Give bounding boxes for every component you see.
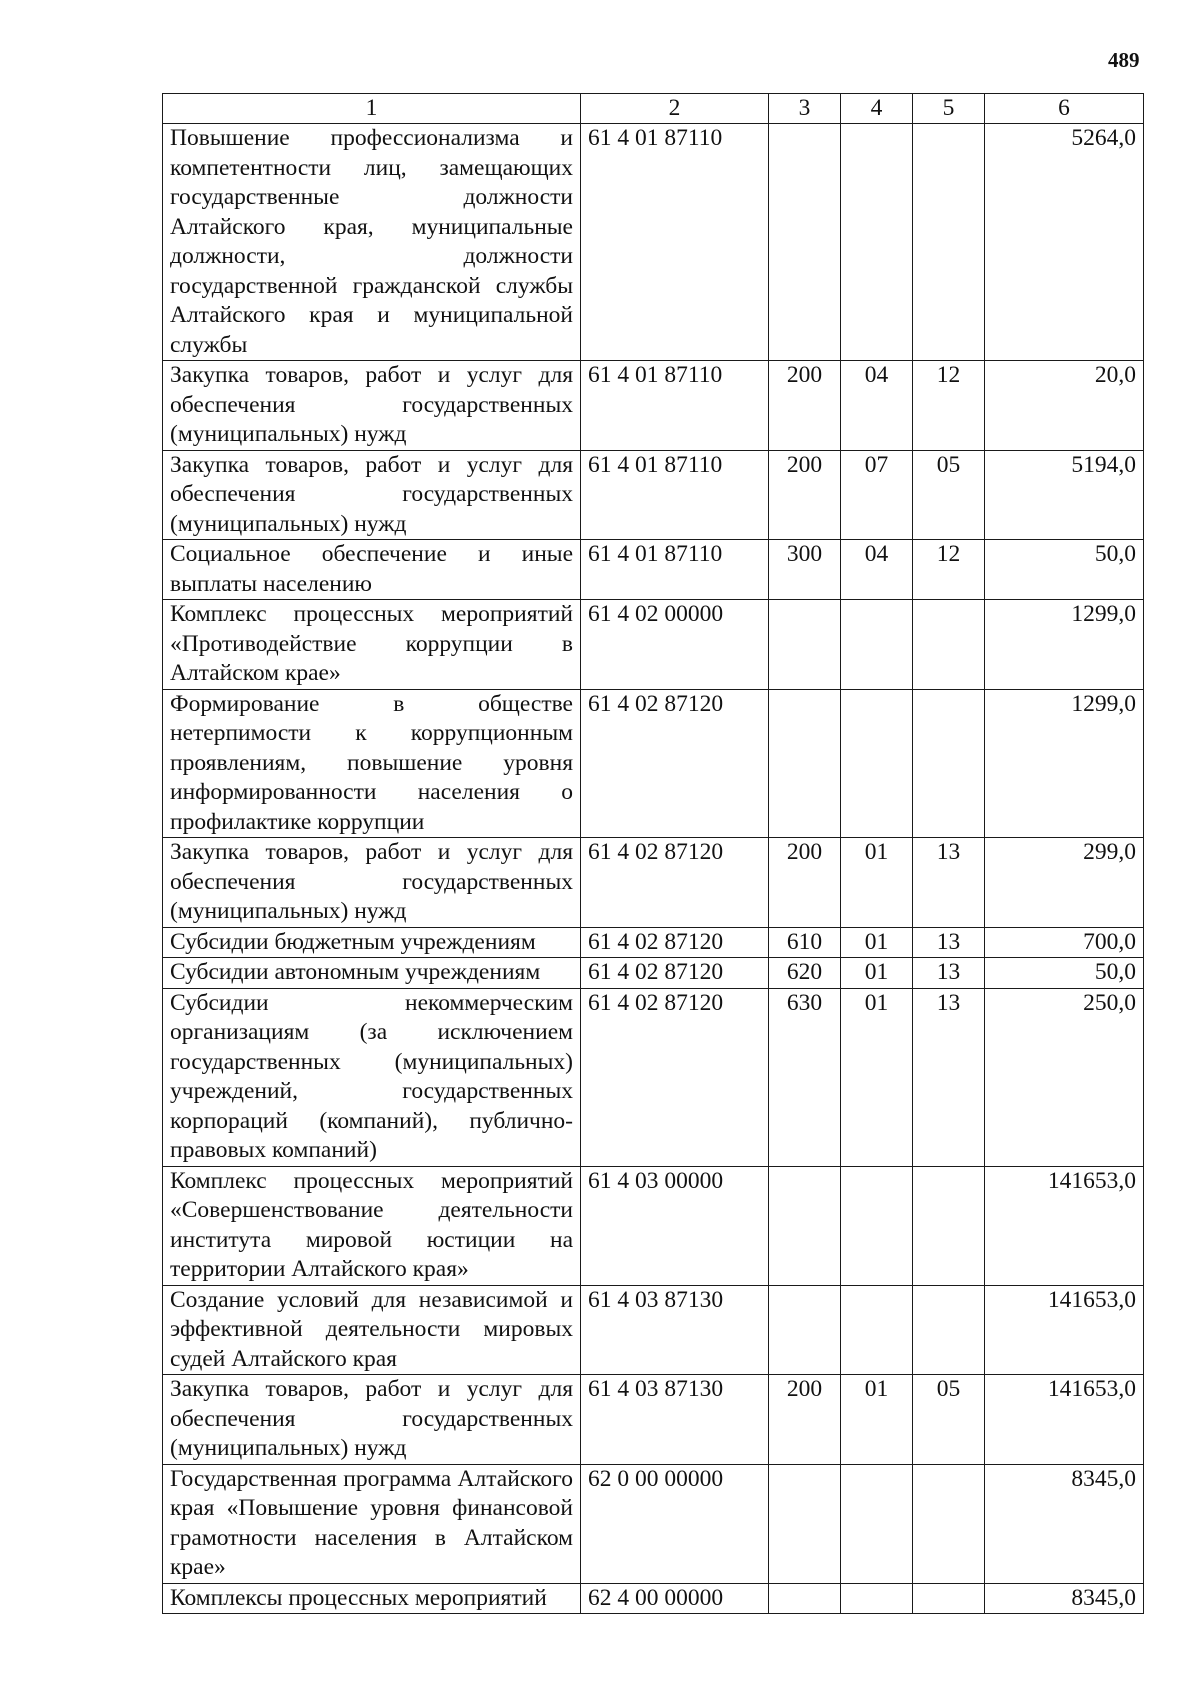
subsection-cell: 05	[913, 1375, 985, 1465]
table-row	[163, 1464, 1144, 1583]
subsection-cell: 13	[913, 927, 985, 958]
target-code-cell: 61 4 01 87110	[581, 124, 769, 361]
amount-cell: 50,0	[985, 540, 1144, 600]
budget-table	[162, 93, 1144, 1614]
target-code-cell: 61 4 01 87110	[581, 450, 769, 540]
target-code-cell: 62 0 00 00000	[581, 1464, 769, 1583]
amount-cell: 50,0	[985, 958, 1144, 989]
header-cell-4: 4	[841, 94, 913, 124]
expense-type-cell	[769, 1583, 841, 1614]
table-header	[163, 94, 1144, 124]
target-code-cell: 61 4 03 87130	[581, 1285, 769, 1375]
expense-type-cell	[769, 1285, 841, 1375]
subsection-cell: 13	[913, 838, 985, 928]
subsection-cell	[913, 1285, 985, 1375]
target-code-cell: 62 4 00 00000	[581, 1583, 769, 1614]
table-row	[163, 1375, 1144, 1465]
amount-cell: 20,0	[985, 361, 1144, 451]
amount-cell: 1299,0	[985, 689, 1144, 838]
section-cell: 01	[841, 958, 913, 989]
expense-type-cell	[769, 1166, 841, 1285]
expense-type-cell: 200	[769, 838, 841, 928]
expense-type-cell: 200	[769, 361, 841, 451]
subsection-cell: 12	[913, 361, 985, 451]
table-body	[163, 124, 1144, 1614]
target-code-cell: 61 4 02 87120	[581, 988, 769, 1166]
section-cell	[841, 1583, 913, 1614]
section-cell	[841, 600, 913, 690]
section-cell	[841, 1285, 913, 1375]
expense-type-cell: 300	[769, 540, 841, 600]
section-cell: 04	[841, 361, 913, 451]
amount-cell: 8345,0	[985, 1464, 1144, 1583]
amount-cell: 5264,0	[985, 124, 1144, 361]
section-cell: 01	[841, 927, 913, 958]
subsection-cell	[913, 689, 985, 838]
subsection-cell	[913, 600, 985, 690]
table-row	[163, 988, 1144, 1166]
target-code-cell: 61 4 02 87120	[581, 927, 769, 958]
expense-type-cell: 630	[769, 988, 841, 1166]
item-name-cell: Социальное обеспечение и иные выплаты населению	[163, 540, 581, 600]
item-name-cell: Субсидии некоммерческим организациям (за исключением государственных (муниципальных) учреждений, государственных корпораций (компаний), публично-правовых компаний)	[163, 988, 581, 1166]
header-row	[163, 94, 1144, 124]
target-code-cell: 61 4 03 87130	[581, 1375, 769, 1465]
amount-cell: 250,0	[985, 988, 1144, 1166]
section-cell: 01	[841, 988, 913, 1166]
amount-cell: 8345,0	[985, 1583, 1144, 1614]
amount-cell: 141653,0	[985, 1285, 1144, 1375]
amount-cell: 700,0	[985, 927, 1144, 958]
subsection-cell	[913, 124, 985, 361]
item-name-cell: Создание условий для независимой и эффективной деятельности мировых судей Алтайского края	[163, 1285, 581, 1375]
item-name-cell: Комплекс процессных мероприятий «Совершенствование деятельности института мировой юстиции на территории Алтайского края»	[163, 1166, 581, 1285]
amount-cell: 299,0	[985, 838, 1144, 928]
expense-type-cell	[769, 600, 841, 690]
item-name-cell: Повышение профессионализма и компетентности лиц, замещающих государственные должности Алтайского края, муниципальные должности, должности государственной гражданской службы Алтайского края и муниципальной службы	[163, 124, 581, 361]
header-cell-2: 2	[581, 94, 769, 124]
subsection-cell	[913, 1166, 985, 1285]
section-cell	[841, 1464, 913, 1583]
amount-cell: 1299,0	[985, 600, 1144, 690]
expense-type-cell	[769, 124, 841, 361]
subsection-cell	[913, 1464, 985, 1583]
section-cell: 07	[841, 450, 913, 540]
subsection-cell: 12	[913, 540, 985, 600]
table-row	[163, 124, 1144, 361]
target-code-cell: 61 4 01 87110	[581, 540, 769, 600]
table-row	[163, 838, 1144, 928]
header-cell-1: 1	[163, 94, 581, 124]
item-name-cell: Закупка товаров, работ и услуг для обеспечения государственных (муниципальных) нужд	[163, 1375, 581, 1465]
subsection-cell: 05	[913, 450, 985, 540]
header-cell-5: 5	[913, 94, 985, 124]
item-name-cell: Формирование в обществе нетерпимости к коррупционным проявлениям, повышение уровня информированности населения о профилактике коррупции	[163, 689, 581, 838]
table-row	[163, 361, 1144, 451]
header-cell-6: 6	[985, 94, 1144, 124]
item-name-cell: Закупка товаров, работ и услуг для обеспечения государственных (муниципальных) нужд	[163, 838, 581, 928]
item-name-cell: Субсидии автономным учреждениям	[163, 958, 581, 989]
expense-type-cell	[769, 1464, 841, 1583]
item-name-cell: Закупка товаров, работ и услуг для обеспечения государственных (муниципальных) нужд	[163, 361, 581, 451]
section-cell	[841, 1166, 913, 1285]
table-row	[163, 540, 1144, 600]
amount-cell: 141653,0	[985, 1375, 1144, 1465]
target-code-cell: 61 4 03 00000	[581, 1166, 769, 1285]
amount-cell: 141653,0	[985, 1166, 1144, 1285]
item-name-cell: Закупка товаров, работ и услуг для обеспечения государственных (муниципальных) нужд	[163, 450, 581, 540]
table-row	[163, 958, 1144, 989]
target-code-cell: 61 4 02 00000	[581, 600, 769, 690]
section-cell	[841, 124, 913, 361]
expense-type-cell: 200	[769, 450, 841, 540]
subsection-cell	[913, 1583, 985, 1614]
section-cell: 01	[841, 1375, 913, 1465]
item-name-cell: Государственная программа Алтайского края «Повышение уровня финансовой грамотности населения в Алтайском крае»	[163, 1464, 581, 1583]
header-cell-3: 3	[769, 94, 841, 124]
table-row	[163, 600, 1144, 690]
expense-type-cell: 620	[769, 958, 841, 989]
item-name-cell: Комплексы процессных мероприятий	[163, 1583, 581, 1614]
page-number: 489	[1108, 48, 1140, 72]
amount-cell: 5194,0	[985, 450, 1144, 540]
subsection-cell: 13	[913, 958, 985, 989]
expense-type-cell: 200	[769, 1375, 841, 1465]
item-name-cell: Комплекс процессных мероприятий «Противодействие коррупции в Алтайском крае»	[163, 600, 581, 690]
table-row	[163, 1166, 1144, 1285]
section-cell: 04	[841, 540, 913, 600]
target-code-cell: 61 4 02 87120	[581, 838, 769, 928]
section-cell	[841, 689, 913, 838]
table-row	[163, 689, 1144, 838]
expense-type-cell: 610	[769, 927, 841, 958]
item-name-cell: Субсидии бюджетным учреждениям	[163, 927, 581, 958]
section-cell: 01	[841, 838, 913, 928]
table-row	[163, 927, 1144, 958]
table-row	[163, 1583, 1144, 1614]
expense-type-cell	[769, 689, 841, 838]
target-code-cell: 61 4 02 87120	[581, 689, 769, 838]
target-code-cell: 61 4 01 87110	[581, 361, 769, 451]
subsection-cell: 13	[913, 988, 985, 1166]
table-row	[163, 450, 1144, 540]
target-code-cell: 61 4 02 87120	[581, 958, 769, 989]
table-row	[163, 1285, 1144, 1375]
